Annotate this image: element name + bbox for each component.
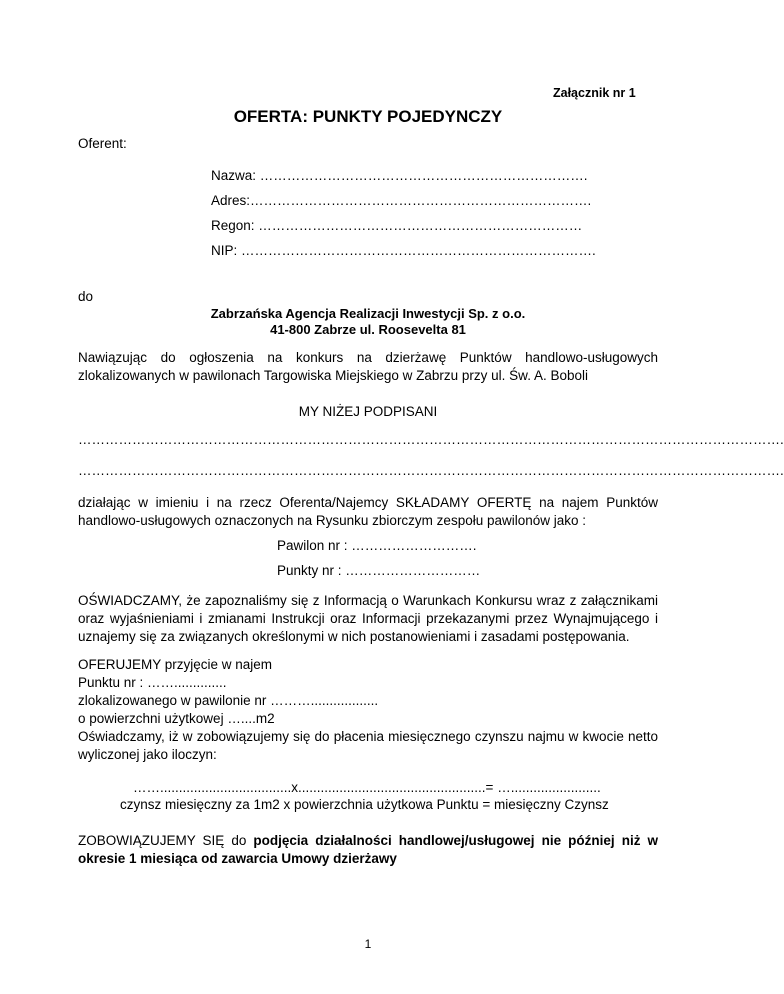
- obligation-bold: podjęcia działalności handlowej/usługowej nie później niż w okresie 1 miesiąca od zawarcia Umowy dzierżawy: [78, 833, 658, 866]
- recipient-address: 41-800 Zabrze ul. Roosevelta 81: [270, 322, 466, 337]
- bidder-label: Oferent:: [78, 136, 127, 151]
- obligation-lead: ZOBOWIĄZUJEMY SIĘ do: [78, 833, 254, 848]
- acting-paragraph: działając w imieniu i na rzecz Oferenta/Najemcy SKŁADAMY OFERTĘ na najem Punktów handlowo-usługowych oznaczonych na Rysunku zbiorczym zespołu pawilonów jako :: [78, 495, 658, 528]
- recipient-to: do: [78, 289, 94, 304]
- pavilion-field: Pawilon nr : ……………………….: [277, 538, 477, 553]
- formula-caption: czynsz miesięczny za 1m2 x powierzchnia użytkowa Punktu = miesięczny Czynsz: [120, 797, 609, 812]
- page-title: OFERTA: PUNKTY POJEDYNCZY: [233, 107, 503, 126]
- formula-line: ……...................................x..................................................= …........................: [133, 780, 601, 795]
- offer-line: OFERUJEMY przyjęcie w najem: [78, 657, 273, 672]
- point-number-line: Punktu nr : ……..............: [78, 675, 227, 690]
- bidder-name-field: Nazwa: ……………………………………………………………….: [211, 168, 588, 183]
- page-number: 1: [364, 937, 372, 951]
- area-line: o powierzchni użytkowej …....m2: [78, 711, 275, 726]
- bidder-address-field: Adres:………………………………………………………………….: [211, 193, 592, 208]
- points-field: Punkty nr : …………………………: [277, 563, 481, 578]
- intro-paragraph: Nawiązując do ogłoszenia na konkurs na dzierżawę Punktów handlowo-usługowych zlokalizowanych w pawilonach Targowiska Miejskiego w Zabrzu przy ul. Św. A. Boboli: [78, 350, 658, 383]
- obligation-paragraph: [78, 832, 658, 868]
- rent-paragraph: Oświadczamy, iż w zobowiązujemy się do płacenia miesięcznego czynszu najmu w kwocie netto wyliczonej jako iloczyn:: [78, 729, 658, 762]
- signed-line-1: ………………………………………………………………………………………………………………………………………….: [78, 432, 784, 447]
- declaration-paragraph: OŚWIADCZAMY, że zapoznaliśmy się z Informacją o Warunkach Konkursu wraz z załącznikami oraz wyjaśnieniami i zmianami Instrukcji oraz Informacji przekazanymi przez Wynajmującego i uznajemy się za związanych określonymi w nich postanowieniami i zasadami postępowania.: [78, 593, 658, 644]
- bidder-regon-field: Regon: ………………………………………………………………: [211, 218, 583, 233]
- signed-line-2: ………………………………………………………………………………………………………………………………………….: [78, 463, 784, 478]
- recipient-name: Zabrzańska Agencja Realizacji Inwestycji Sp. z o.o.: [210, 306, 526, 321]
- attachment-label: Załącznik nr 1: [553, 86, 636, 100]
- pavilion-number-line: zlokalizowanego w pawilonie nr ………..................: [78, 693, 379, 708]
- signed-heading: MY NIŻEJ PODPISANI: [298, 404, 438, 419]
- bidder-nip-field: NIP: …………………………………………………………………….: [211, 243, 596, 258]
